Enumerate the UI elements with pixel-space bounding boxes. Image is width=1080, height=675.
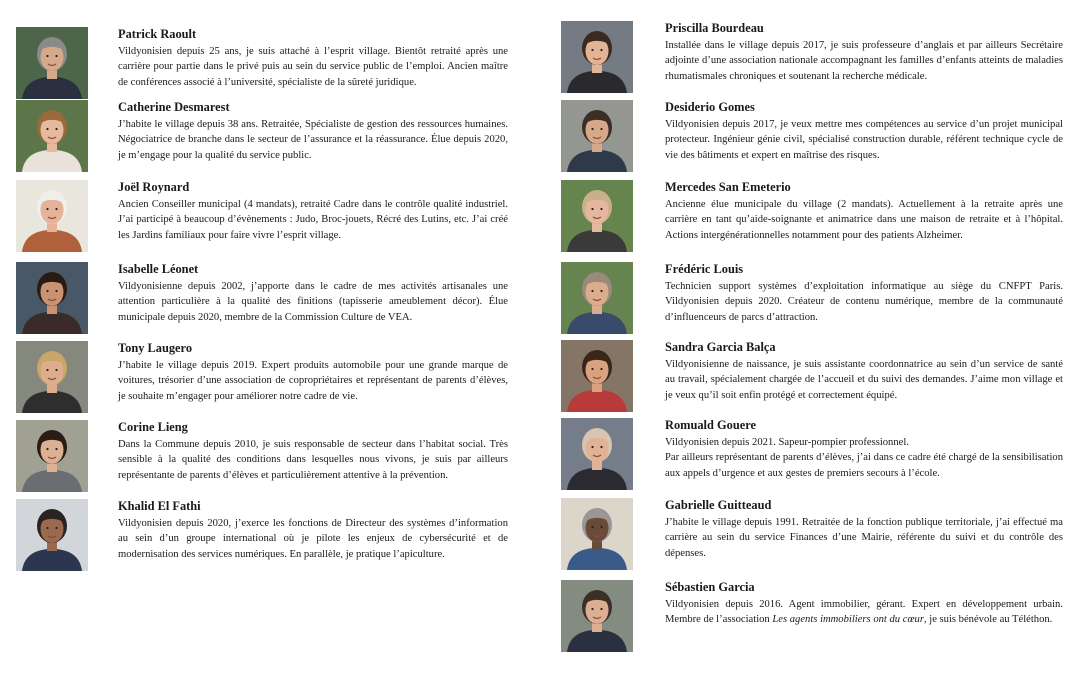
bio-paragraph: Ancienne élue municipale du village (2 mandats). Actuellement à la retraite après une carrière en tant qu’aide-soignante et animatrice dans une maison de retraite et à l’hôpital. Actions intergénérationnelles notamment pour des patients Alzheimer. [665,199,1063,241]
bio-paragraph: Vildyonisien depuis 25 ans, je suis attaché à l’esprit village. Bientôt retraité après une carrière pour partie dans le privé puis au sein du service public de l’emploi. Ancien maître de conférences associé à l’université, spécialiste de la sûreté juridique. [118,46,508,88]
bio-paragraph: Installée dans le village depuis 2017, je suis professeure d’anglais et par ailleurs Secrétaire adjointe d’une association nationale accompagnant les familles d’enfants atteints de maladies rhumatismales chroniques et soutenant la recherche médicale. [665,40,1063,82]
bio-paragraph: J’habite le village depuis 2019. Expert produits automobile pour une grande marque de voitures, trésorier d’une association de copropriétaires et représentant de parents d’élèves, je souhaite m’engager pour améliorer notre cadre de vie. [118,360,508,402]
candidate-photo [561,580,633,652]
bio-paragraph: J’habite le village depuis 38 ans. Retraitée, Spécialiste de gestion des ressources humaines. Négociatrice de branche dans le secteur de l’assurance et la réassurance. Élue depuis 2020, je m’engage pour la qualité du service public. [118,119,508,161]
bio-text: Vildyonisien depuis 2016. Agent immobilier, gérant. Expert en développement urbain. Membre de l’association [665,599,1063,626]
bio-paragraph [665,597,1063,628]
portrait-photo-icon [561,100,633,172]
candidate-name: Romuald Gouere [665,418,756,432]
portrait-photo-icon [16,341,88,413]
portrait-photo-icon [561,340,633,412]
candidate-bio [118,516,508,562]
candidate-photo [16,341,88,413]
candidate-bio [118,44,508,90]
candidate-photo [561,340,633,412]
candidate-name: Sébastien Garcia [665,580,755,594]
candidate-photo [561,180,633,252]
portrait-photo-icon [561,180,633,252]
candidate-bio [118,437,508,483]
portrait-photo-icon [16,100,88,172]
candidate-bio [118,279,508,325]
candidate-photo [16,499,88,571]
candidate-name: Catherine Desmarest [118,100,230,114]
candidate-bio [665,515,1063,561]
candidate-photo [16,100,88,172]
candidate-name: Priscilla Bourdeau [665,21,764,35]
candidate-name: Patrick Raoult [118,27,197,41]
bio-text: , je suis bénévole au Téléthon. [923,614,1053,626]
candidate-name: Khalid El Fathi [118,499,201,513]
candidate-name: Desiderio Gomes [665,100,755,114]
portrait-photo-icon [16,262,88,334]
candidate-bio [665,197,1063,243]
portrait-photo-icon [561,418,633,490]
portrait-photo-icon [16,420,88,492]
bio-paragraph: Vildyonisien depuis 2017, je veux mettre mes compétences au service d’un projet municipal protecteur. Ingénieur génie civil, spécialisé construction durable, référent technique cycle de vie des bâtiments et expert en maîtrise des risques. [665,119,1063,161]
candidate-bio [665,279,1063,325]
candidate-bio [118,197,508,243]
candidate-photo [561,262,633,334]
candidate-name: Tony Laugero [118,341,193,355]
bio-paragraph: Dans la Commune depuis 2010, je suis responsable de secteur dans l’habitat social. Très sensible à la qualité des conditions dans lesquelles nous vivons, je suis par ailleurs représentante de parents d’élèves et particulièrement attentive à la prévention. [118,439,508,481]
candidate-name: Isabelle Léonet [118,262,199,276]
candidate-photo [561,498,633,570]
portrait-photo-icon [16,499,88,571]
portrait-photo-icon [561,498,633,570]
candidate-bio [665,357,1063,403]
candidate-photo [16,27,88,99]
portrait-photo-icon [561,21,633,93]
bio-paragraph: Technicien support systèmes d’exploitation informatique au siège du CNFPT Paris. Vildyonisien depuis 2020. Créateur de contenu numérique, membre de la communauté d’influenceurs de parcs d’attraction. [665,281,1063,323]
candidate-photo [16,180,88,252]
bio-paragraph: Vildyonisien depuis 2021. Sapeur-pompier professionnel. [665,437,909,448]
bio-paragraph: Vildyonisien depuis 2020, j’exerce les fonctions de Directeur des systèmes d’information au sein d’un groupe international où je pilote les enjeux de cybersécurité et de modernisation des services numériques. En parallèle, je pratique l’apiculture. [118,518,508,560]
candidate-name: Mercedes San Emeterio [665,180,791,194]
candidate-photo [561,21,633,93]
candidate-photo [16,262,88,334]
candidate-photo [16,420,88,492]
portrait-photo-icon [561,262,633,334]
candidate-bio [118,117,508,163]
bio-paragraph: Vildyonisienne depuis 2002, j’apporte dans le cadre de mes activités artisanales une attention particulière à la qualité des finitions (tapisserie ameublement décor). Élue municipale depuis 2020, membre de la Commission Culture de VEA. [118,281,508,323]
candidate-bio [665,435,1063,481]
candidate-name: Corine Lieng [118,420,188,434]
portrait-photo-icon [16,180,88,252]
bio-paragraph: Vildyonisienne de naissance, je suis assistante coordonnatrice au sein d’un service de santé au travail, spécialement chargée de l’accueil et du suivi des demandes. J’aime mon village et je veux qu’il soit enfin protégé et correctement équipé. [665,359,1063,401]
portrait-photo-icon [561,580,633,652]
association-name: Les agents immobiliers ont du cœur [772,614,924,626]
candidate-bio [665,38,1063,84]
candidate-name: Joël Roynard [118,180,190,194]
candidate-photo [561,100,633,172]
bio-paragraph: Ancien Conseiller municipal (4 mandats), retraité Cadre dans le contrôle qualité industriel. J’ai participé à beaucoup d’évènements : Judo, Broc-jouets, Récré des Lutins, etc. J’ai créé les Jardins familiaux pour faire vivre l’esprit village. [118,199,508,241]
candidate-bio [665,117,1063,163]
candidate-bio [665,597,1063,628]
candidate-bio [118,358,508,404]
bio-paragraph: J’habite le village depuis 1991. Retraitée de la fonction publique territoriale, j’ai effectué ma carrière au sein du service Finances d’une Mairie, référente du suivi et du contrôle des dépenses. [665,517,1063,559]
candidate-name: Gabrielle Guitteaud [665,498,772,512]
bio-paragraph: Par ailleurs représentant de parents d’élèves, j’ai dans ce cadre été chargé de la sensibilisation aux appels d’urgence et aux gestes de premiers secours à l’école. [665,452,1063,479]
candidate-name: Frédéric Louis [665,262,744,276]
portrait-photo-icon [16,27,88,99]
candidate-photo [561,418,633,490]
candidate-name: Sandra Garcia Balça [665,340,776,354]
